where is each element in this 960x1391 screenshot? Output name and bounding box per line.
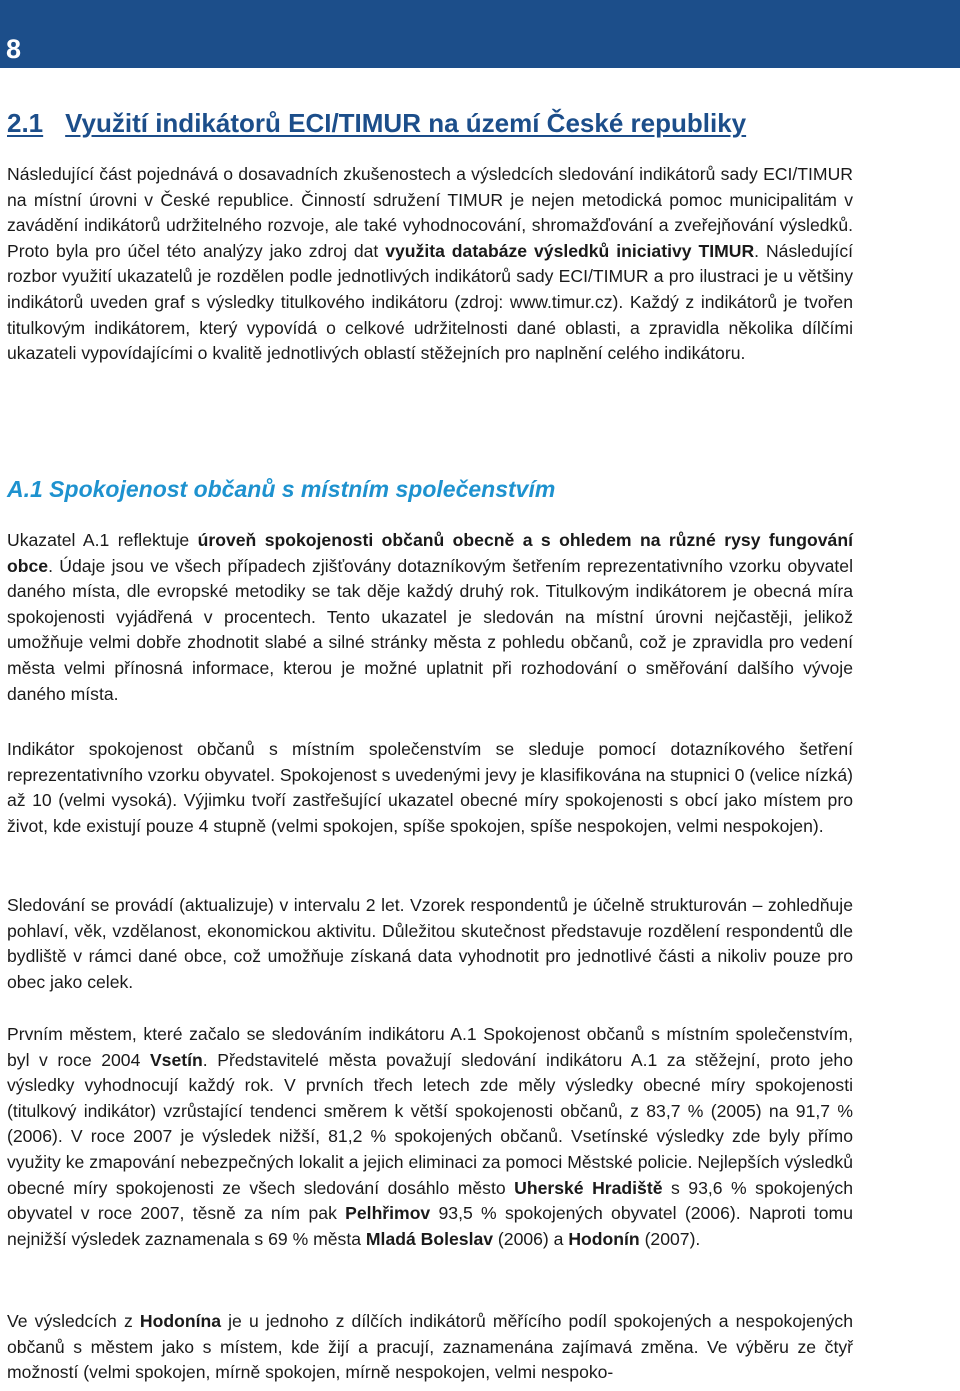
paragraph-2: Indikátor spokojenost občanů s místním společenstvím se sleduje pomocí dotazníkového šetření reprezentativního vzorku obyvatel. Spokojenost s uvedenými jevy je klasifikována na stupnici 0 (velice nízká) až 10 (velmi vysoká). Výjimku tvoří zastřešující ukazatel obecné míry spokojenosti s obcí jako místem pro život, kde existují pouze 4 stupně (velmi spokojen, spíše spokojen, spíše nespokojen, velmi nespokojen). bbox=[7, 739, 853, 836]
indicator-heading: A.1 Spokojenost občanů s místním společenstvím bbox=[7, 476, 556, 502]
page-number: 8 bbox=[6, 34, 22, 64]
paragraph-4 bbox=[7, 1022, 853, 1252]
section-number: 2.1 bbox=[7, 108, 44, 138]
p4-bold-mlada-boleslav: Mladá Boleslav bbox=[365, 1228, 494, 1249]
section-title: Využití indikátorů ECI/TIMUR na území České republiky bbox=[65, 108, 747, 138]
p4-bold-vsetin: Vsetín bbox=[149, 1049, 203, 1070]
section-heading bbox=[7, 107, 746, 139]
paragraph-5 bbox=[7, 1309, 853, 1386]
p1-text-1: Ukazatel A.1 reflektuje bbox=[7, 530, 198, 550]
p4-bold-uherske-hradiste: Uherské Hradiště bbox=[514, 1177, 663, 1198]
intro-text-2: . Následující rozbor využití ukazatelů je rozdělen podle jednotlivých indikátorů sady ECI/TIMUR a pro ilustraci je u většiny indikátorů uveden graf s výsledky titulkového indikátoru (zdroj: www.timur.cz). Každý z indikátorů je tvořen titulkovým indikátorem, který vypovídá o celkové udržitelnosti dané oblasti, a zpravidla několika dílčími ukazateli vypovídajícími o kvalitě jednotlivých oblastí stěžejních pro naplnění celého indikátoru. bbox=[7, 240, 854, 364]
p4-text-5: (2006) a bbox=[493, 1228, 569, 1249]
p5-bold-hodonina: Hodonína bbox=[139, 1311, 221, 1331]
p4-text-6: (2007). bbox=[639, 1228, 701, 1249]
intro-bold-1: využita databáze výsledků iniciativy TIMUR bbox=[385, 240, 755, 261]
p1-bold-1: úroveň spokojenosti občanů obecně a s ohledem na různé rysy fungování obce bbox=[7, 530, 853, 576]
p4-text-1: Prvním městem, které začalo se sledováním indikátoru A.1 Spokojenost občanů s místním společenstvím, byl v roce 2004 bbox=[7, 1024, 853, 1070]
p5-text-2: je u jednoho z dílčích indikátorů měřícího podíl spokojených a nespokojených občanů s městem jako s místem, kde žijí a pracují, zaznamenána zajímavá změna. Ve výběru ze čtyř možností (velmi spokojen, mírně spokojen, mírně nespokojen, velmi nespoko- bbox=[7, 1311, 853, 1383]
p5-text-1: Ve výsledcích z bbox=[7, 1311, 140, 1331]
p4-text-4: 93,5 % spokojených obyvatel (2006). Naproti tomu nejnižší výsledek zaznamenala s 69 % města bbox=[7, 1203, 853, 1249]
p4-bold-hodonin: Hodonín bbox=[568, 1228, 640, 1249]
paragraph-3: Sledování se provádí (aktualizuje) v intervalu 2 let. Vzorek respondentů je účelně strukturován – zohledňuje pohlaví, věk, vzdělanost, ekonomickou aktivitu. Důležitou skutečnost představuje rozdělení respondentů dle bydliště v rámci dané obce, což umožňuje získaná data vyhodnotit pro jednotlivé části a nikoliv pouze pro obec jako celek. bbox=[7, 895, 853, 992]
paragraph-1 bbox=[7, 528, 853, 707]
intro-paragraph bbox=[7, 162, 853, 367]
p4-text-3: s 93,6 % spokojených obyvatel v roce 2007, těsně za ním pak bbox=[7, 1177, 853, 1224]
intro-text-1: Následující část pojednává o dosavadních zkušenostech a výsledcích sledování indikátorů sady ECI/TIMUR na místní úrovni v České republice. Činností sdružení TIMUR je nejen metodická pomoc municipalitám v zavádění indikátorů udržitelného rozvoje, ale také vyhodnocování, shromažďování a zveřejňování výsledků. Proto byla pro účel této analýzy jako zdroj dat bbox=[7, 164, 853, 261]
page-number-band bbox=[0, 0, 960, 68]
p1-text-2: . Údaje jsou ve všech případech zjišťovány dotazníkovým šetřením reprezentativního vzorku obyvatel daného místa, dle evropské metodiky se tak děje každý druhý rok. Titulkovým indikátorem je obecná míra spokojenosti vyjádřená v procentech. Tento ukazatel je sledován na místní úrovni nejčastěji, jelikož umožňuje velmi dobře zhodnotit slabé a silné stránky města z pohledu občanů, což je zpravidla pro vedení města velmi přínosná informace, kterou je možné uplatnit při rozhodování o směřování dalšího vývoje daného místa. bbox=[7, 555, 853, 704]
p4-bold-pelhrimov: Pelhřimov bbox=[345, 1203, 431, 1224]
p4-text-2: . Představitelé města považují sledování indikátoru A.1 za stěžejní, proto jeho výsledky vyhodnocují každý rok. V prvních třech letech zde měly výsledky obecné míry spokojenosti (titulkový indikátor) vzrůstající tendenci směrem k větší spokojenosti občanů, z 83,7 % (2005) na 91,7 % (2006). V roce 2007 je výsledek nižší, 81,2 % spokojených občanů. Vsetínské výsledky zde byly přímo využity ke zmapování nebezpečných lokalit a jejich eliminaci za pomoci Městské policie. Nejlepších výsledků obecné míry spokojenosti ze všech sledování dosáhlo město bbox=[7, 1049, 853, 1198]
